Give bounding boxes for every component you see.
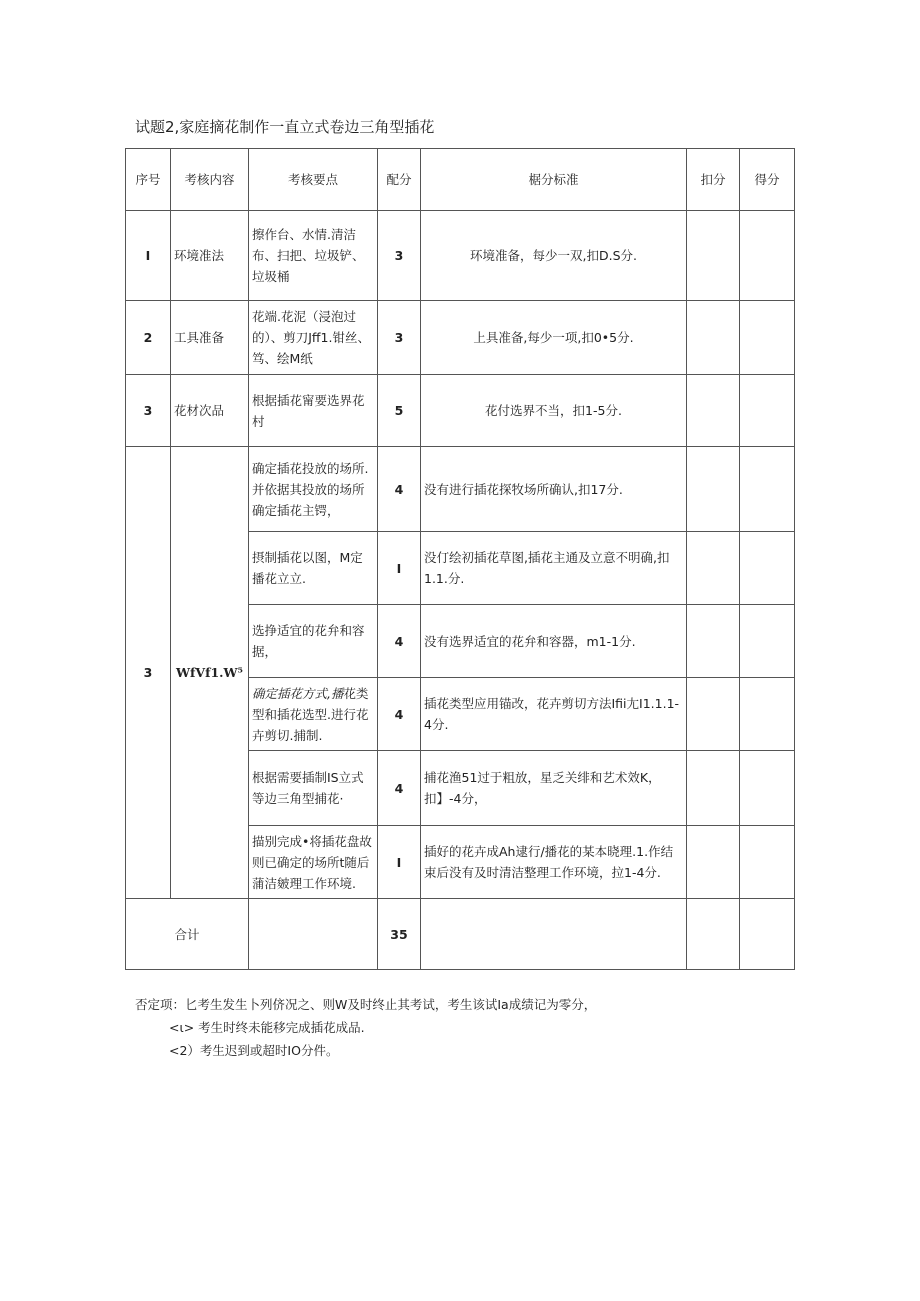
- row-points: 擦作台、水情.清洁布、扫把、垃圾铲、垃圾桶: [249, 211, 378, 301]
- row-criteria: 捕花渔51过于粗放，星乏关绯和艺术效K，扣】-4分，: [421, 751, 687, 826]
- row-got: [740, 375, 795, 447]
- row-no: I: [126, 211, 171, 301]
- row-got: [740, 447, 795, 532]
- row-got: [740, 532, 795, 605]
- row-content: 环境准法: [171, 211, 249, 301]
- row-score: 3: [378, 301, 421, 375]
- row-points: 描别完成•将插花盘故则已确定的场所t随后蒲洁皴理工作环境.: [249, 826, 378, 899]
- row-points: 根据插花甯要选界花村: [249, 375, 378, 447]
- row-criteria: 没有进行插花探牧场所确认,扣17分.: [421, 447, 687, 532]
- row-score: 4: [378, 751, 421, 826]
- row-criteria: 没有选界适宜的花弁和容器，m1-1分.: [421, 605, 687, 678]
- row-got: [740, 301, 795, 375]
- header-content: 考核内容: [171, 149, 249, 211]
- table-header-row: [126, 149, 795, 211]
- row-points-rest: 花类型和插花选型.进行花卉剪切.捕制.: [252, 685, 369, 743]
- row-criteria: 上具准备,每少一项,扣0•5分.: [421, 301, 687, 375]
- row-points: 根据需要插制IS立式等边三角型捕花·: [249, 751, 378, 826]
- total-label: 合计: [126, 899, 249, 970]
- row-score: I: [378, 826, 421, 899]
- row-no: 2: [126, 301, 171, 375]
- row-deduct: [687, 605, 740, 678]
- row-content: 工具准备: [171, 301, 249, 375]
- scoring-table: [125, 148, 795, 970]
- row-score: 4: [378, 678, 421, 751]
- row-content: 花材次品: [171, 375, 249, 447]
- total-score: 35: [378, 899, 421, 970]
- total-criteria: [421, 899, 687, 970]
- page-title: 试题2,家庭摘花制作一直立式卷边三角型插花: [135, 118, 435, 136]
- row-got: [740, 751, 795, 826]
- header-got: 得分: [740, 149, 795, 211]
- row-criteria: 插花类型应用锚改，花卉剪切方法Ifii尢I1.1.1-4分.: [421, 678, 687, 751]
- row-points: 确定插花投放的场所.并依据其投放的场所确定插花主锷，: [249, 447, 378, 532]
- row-deduct: [687, 751, 740, 826]
- total-got: [740, 899, 795, 970]
- group-no: 3: [126, 447, 171, 899]
- notes-item: <2）考生迟到或超时IO分件。: [169, 1043, 339, 1058]
- row-no: 3: [126, 375, 171, 447]
- row-score: 3: [378, 211, 421, 301]
- row-deduct: [687, 375, 740, 447]
- total-row: [126, 899, 795, 970]
- total-points: [249, 899, 378, 970]
- row-got: [740, 678, 795, 751]
- row-points: 选挣适宜的花弁和容据，: [249, 605, 378, 678]
- row-got: [740, 826, 795, 899]
- row-deduct: [687, 678, 740, 751]
- row-score: 4: [378, 605, 421, 678]
- header-criteria: 椐分标准: [421, 149, 687, 211]
- row-deduct: [687, 447, 740, 532]
- row-got: [740, 211, 795, 301]
- row-deduct: [687, 532, 740, 605]
- notes: [135, 993, 596, 1062]
- notes-main: 否定项：匕考生发生卜列侪况之、则W及时终止其考试，考生该试Ia成绩记为零分，: [135, 997, 597, 1012]
- row-deduct: [687, 826, 740, 899]
- total-deduct: [687, 899, 740, 970]
- row-deduct: [687, 301, 740, 375]
- row-got: [740, 605, 795, 678]
- group-content: WfVf1.W⁵: [171, 447, 249, 899]
- row-score: I: [378, 532, 421, 605]
- table-row: [126, 447, 795, 532]
- row-score: 5: [378, 375, 421, 447]
- table-row: [126, 301, 795, 375]
- header-deduct: 扣分: [687, 149, 740, 211]
- header-points: 考核要点: [249, 149, 378, 211]
- row-points-italic: 确定插花方式,播: [252, 685, 344, 701]
- row-deduct: [687, 211, 740, 301]
- row-criteria: 花付选界不当，扣1-5分.: [421, 375, 687, 447]
- row-criteria: 环境准备，每少一双,扣D.S分.: [421, 211, 687, 301]
- row-criteria: 插好的花卉成Ah逮行/播花的某本晓理.1.作结束后没有及时清洁整理工作环境，拉1-4分.: [421, 826, 687, 899]
- table-row: [126, 211, 795, 301]
- row-score: 4: [378, 447, 421, 532]
- header-no: 序号: [126, 149, 171, 211]
- header-score: 配分: [378, 149, 421, 211]
- row-points: [249, 678, 378, 751]
- notes-item: <ι> 考生时终未能移完成插花成品.: [169, 1020, 365, 1035]
- row-points: 花端.花泥（浸泡过的）、剪刀Jff1.钳丝、笃、绘M纸: [249, 301, 378, 375]
- row-criteria: 没仃绘初插花草图,插花主通及立意不明确,扣1.1.分.: [421, 532, 687, 605]
- row-points: 摂制插花以图，M定播花立立.: [249, 532, 378, 605]
- table-row: [126, 375, 795, 447]
